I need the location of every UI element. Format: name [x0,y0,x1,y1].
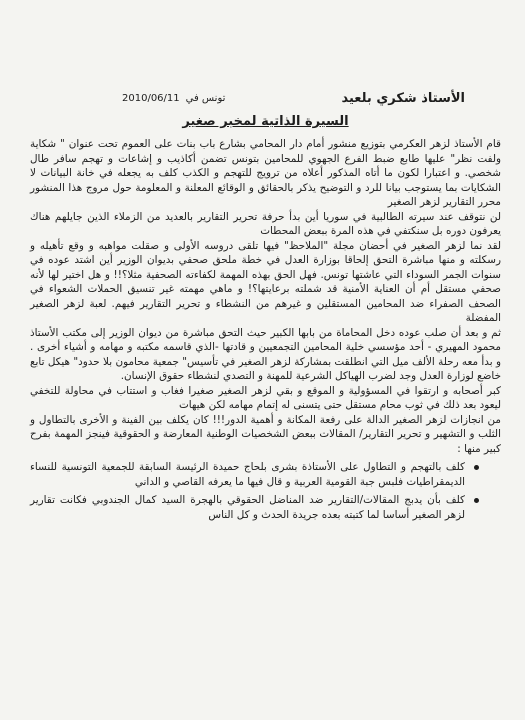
document-title: السيرة الذاتية لمخبر صغير [182,114,349,129]
dateline [122,93,225,104]
paragraph-hide: كبر أصحابه و ارتقوا في المسؤولية و الموقع و بقي لزهر الصغير صغيرا فغاب و استتاب في محاولة للتخفي ليعود بعد ذلك في ثوب محام مستقل حتى يتسنى له إتمام مهامه لكن هيهات [30,384,501,411]
author-name: الأستاذ شكري بلعيد [341,90,465,106]
place-label: تونس في [185,92,226,104]
paragraph-almoulahedh: لقد نما لزهر الصغير في أحضان مجلة "الملاحظ" فيها تلقى دروسه الأولى و صقلت مواهبه و وقع تأهيله و رسكلته و منها مباشرة التحق إلحاقا بوزارة العدل في خطة ملحق صحفي بديوان الوزير أين اشتد عوده في سنوات الجمر السوداء التي عاشتها تونس. فهل الحق بهذه المهمة لكفاءته الصحفية مثلا؟!! و هل اختير لها لأنه صحفي مستقل أم أن العناية الأمنية قد شملته برعايتها؟! و ماهي مهمته غير تنسيق الحملات الشعواء في الصحف الصفراء ضد المحامين المستقلين و غيرهم من النشطاء و تحرير التقارير فيهم. لعبة لزهر الصغير المفضلة [30,239,501,324]
paragraph-syria: لن نتوقف عند سيرته الطالبية في سوريا أين بدأ حرفة تحرير التقارير بالعديد من الزملاء الذين جايلهم هناك يعرفون دوره بل سنكتفي في هذه المرة ببعض المحطات [30,210,501,237]
document-date: 2010/06/11 [122,92,180,104]
document-body [30,137,501,522]
paragraph-lawyer: ثم و بعد أن صلب عوده دخل المحاماة من بابها الكبير حيث التحق مباشرة من ديوان الوزير إلى مكتب الأستاذ محمود المهيري - أحد مؤسسي خلية المحامين التجمعيين و قادتها -الذي قاسمه مكتبه و مهامه و أشياء أخرى . و بدأ معه رحلة الألف ميل التي انطلقت بمشاركة لزهر الصغير في تأسيس" جمعية محامون بلا حدود" هيكل تابع خاضع لوزارة العدل وجد لضرب الهياكل الشرعية للمهنة و التصدي لنشطاء حقوق الإنسان. [30,326,501,382]
list-item: كلف بالتهجم و التطاول على الأستاذة بشرى بلحاج حميدة الرئيسة السابقة للجمعية التونسية للنساء الديمقراطيات فلبس جبة القومية العربية و قال فيها ما يعرفه القاصي و الداني [30,460,479,489]
paragraph-intro: قام الأستاذ لزهر العكرمي بتوزيع منشور أمام دار المحامي بشارع باب بنات على العموم تحت عنوان " شكاية ولفت نظر" عليها طابع ضبط الفرع الجهوي للمحامين بتونس تضمن أكاذيب و إشاعات و تهجم سافر طال شخصي. و اعتبارا لكون ما أتاه المذكور أعلاه من ترويج للتهجم و الكذب كلف به يجعله في خانة البيانات لا الشكايات بما يستوجب بيانا للرد و التوضيح يذكر بالحقائق و الوقائع المعلنة و المعلومة حول مروج هذا المنشور محرر التقارير لزهر الصغير [30,138,501,208]
document-header [122,88,465,108]
assignments-list [30,460,479,522]
list-item: كلف بأن يدبج المقالات/التقارير ضد المناضل الحقوقي بالهجرة السيد كمال الجندوبي فكانت تقارير لزهر الصغير أساسا لما كتبته بعده جريدة الحدث و كل الناس [30,493,479,522]
paragraph-achievements: من انجازات لزهر الصغير الدالة على رفعة المكانة و أهمية الدور!!! كان يكلف بين الفينة و الأخرى بالتطاول و الثلب و التشهير و تحرير التقارير/ المقالات ببعض الشخصيات الوطنية المعارضة و الحقوقية فينجز المهمة بفرح كبير منها : [30,413,501,455]
